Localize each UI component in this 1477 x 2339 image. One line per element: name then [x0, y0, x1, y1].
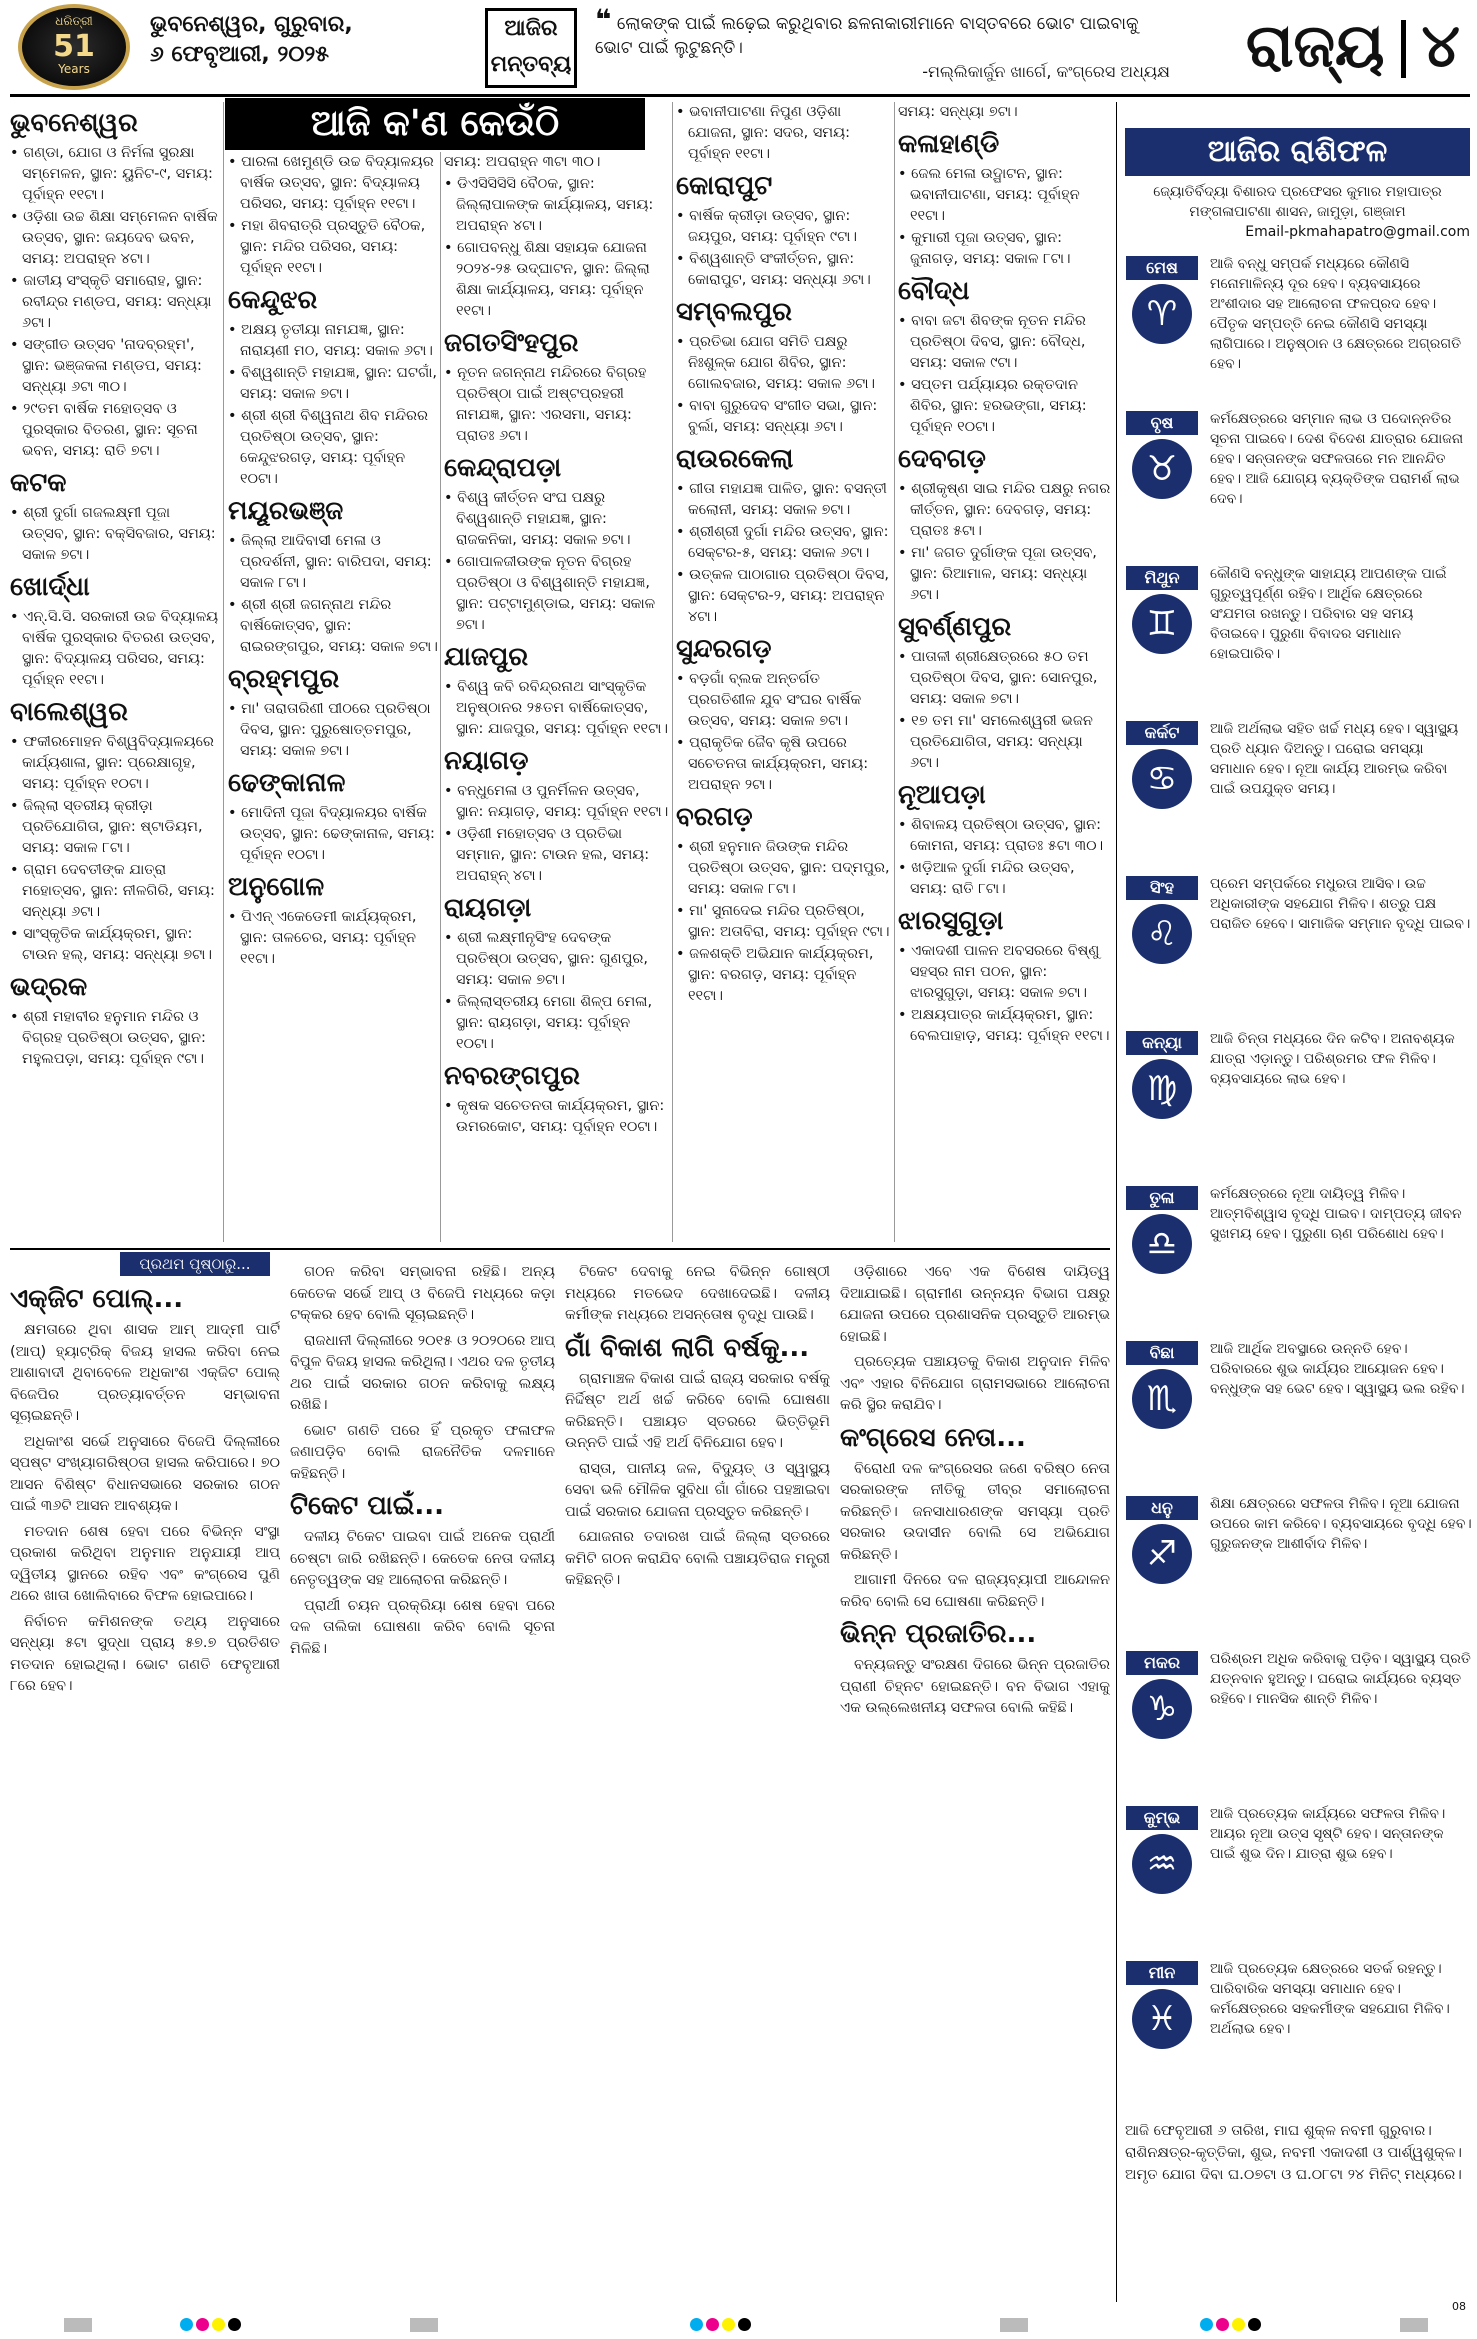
event-item: • ସଙ୍ଗୀତ ଉତ୍ସବ 'ନାଦବ୍ରହ୍ମ', ସ୍ଥାନ: ଭଞ୍ଜକଳା ମଣ୍ଡପ, ସମୟ: ସନ୍ଧ୍ୟା ୬ଟା ୩୦।: [10, 337, 202, 395]
zodiac-prediction: ଶିକ୍ଷା କ୍ଷେତ୍ରରେ ସଫଳତା ମିଳିବ। ନୂଆ ଯୋଜନା ଉପରେ କାମ କରିବେ। ବ୍ୟବସାୟରେ ବୃଦ୍ଧି ହେବ। ଗୁରୁଜନଙ୍କ ଆଶୀର୍ବାଦ ମିଳିବ।: [1210, 1496, 1472, 1552]
event-item: • ଖଡ଼ିଆଳ ଦୁର୍ଗା ମନ୍ଦିର ଉତ୍ସବ, ସମୟ: ରାତି ୮ଟା।: [898, 860, 1075, 897]
rashifal-divider: [1116, 102, 1117, 2302]
district-heading: ମୟୂରଭଞ୍ଜ: [228, 496, 344, 526]
story-body-congress: [840, 1459, 1110, 1614]
event-item: • ସପ୍ତମ ପର୍ଯ୍ୟାୟର ରକ୍ତଦାନ ଶିବିର, ସ୍ଥାନ: ହରଭଙ୍ଗା, ସମୟ: ପୂର୍ବାହ୍ନ ୧୦ଟା।: [898, 377, 1087, 435]
rashifal-email: Email-pkmahapatro@gmail.com: [1245, 224, 1470, 240]
district-heading: କଳାହାଣ୍ଡି: [898, 129, 1000, 159]
yellow-dot: [722, 2318, 735, 2331]
black-dot: [738, 2318, 751, 2331]
event-item: • କୁମାରୀ ପୂଜା ଉତ୍ସବ, ସ୍ଥାନ: ଜୁନାଗଡ଼, ସମୟ: ସକାଳ ୮ଟା।: [898, 230, 1071, 267]
story-paragraph: ବିରୋଧୀ ଦଳ କଂଗ୍ରେସର ଜଣେ ବରିଷ୍ଠ ନେତା ସରକାରଙ୍କ ନୀତିକୁ ତୀବ୍ର ସମାଲୋଚନା କରିଛନ୍ତି। ଜନସାଧାରଣଙ୍କ ସମସ୍ୟା ପ୍ରତି ସରକାର ଉଦାସୀନ ବୋଲି ସେ ଅଭିଯୋଗ କରିଛନ୍ତି।: [840, 1460, 1110, 1563]
story-column-2: [290, 1262, 555, 2312]
story-paragraph: ଭୋଟ ଗଣତି ପରେ ହିଁ ପ୍ରକୃତ ଫଳାଫଳ ଜଣାପଡ଼ିବ ବୋଲି ରାଜନୈତିକ ଦଳମାନେ କହିଛନ୍ତି।: [290, 1422, 555, 1482]
event-item: • ଡିଏସିସିସିସି ବୈଠକ, ସ୍ଥାନ: ଜିଲ୍ଲାପାଳଙ୍କ କାର୍ଯ୍ୟାଳୟ, ସମୟ: ଅପରାହ୍ନ ୪ଟା।: [444, 176, 654, 234]
story-heading-ticket: ଟିକେଟ ପାଇଁ...: [290, 1491, 444, 1521]
zodiac-prediction: ପରିଶ୍ରମ ଅଧିକ କରିବାକୁ ପଡ଼ିବ। ସ୍ୱାସ୍ଥ୍ୟ ପ୍ରତି ଯତ୍ନବାନ ହୁଅନ୍ତୁ। ଘରୋଇ କାର୍ଯ୍ୟରେ ବ୍ୟସ୍ତ ରହିବେ। ମାନସିକ ଶାନ୍ତି ମିଳିବ।: [1210, 1651, 1471, 1707]
story-paragraph: ଆଗାମୀ ଦିନରେ ଦଳ ରାଜ୍ୟବ୍ୟାପୀ ଆନ୍ଦୋଳନ କରିବ ବୋଲି ସେ ଘୋଷଣା କରିଛନ୍ତି।: [840, 1572, 1110, 1610]
zodiac-name: କୁମ୍ଭ: [1126, 1806, 1198, 1830]
zodiac-symbol-icon: ♎: [1132, 1214, 1192, 1274]
zodiac-prediction: ପ୍ରେମ ସମ୍ପର୍କରେ ମଧୁରତା ଆସିବ। ଉଚ୍ଚ ଅଧିକାରୀଙ୍କ ସହଯୋଗ ମିଳିବ। ଶତ୍ରୁ ପକ୍ଷ ପରାଜିତ ହେବେ। ସାମାଜିକ ସମ୍ମାନ ବୃଦ୍ଧି ପାଇବ।: [1210, 876, 1471, 932]
cyan-dot: [690, 2318, 703, 2331]
zodiac-name: ବିଛା: [1126, 1341, 1198, 1365]
event-item: • ମା' ତାରାତାରିଣୀ ପୀଠରେ ପ୍ରତିଷ୍ଠା ଦିବସ, ସ୍ଥାନ: ପୁରୁଷୋତ୍ତମପୁର, ସମୟ: ସକାଳ ୭ଟା।: [228, 701, 431, 759]
story-paragraph: ପ୍ରାର୍ଥୀ ଚୟନ ପ୍ରକ୍ରିୟା ଶେଷ ହେବା ପରେ ଦଳ ତାଲିକା ଘୋଷଣା କରିବ ବୋଲି ସୂଚନା ମିଳିଛି।: [290, 1597, 555, 1657]
column-divider: [894, 102, 895, 1242]
column-divider: [672, 102, 673, 1242]
story-paragraph: ଯୋଜନାର ତଦାରଖ ପାଇଁ ଜିଲ୍ଲା ସ୍ତରରେ କମିଟି ଗଠନ କରାଯିବ ବୋଲି ପଞ୍ଚାୟତିରାଜ ମନ୍ତ୍ରୀ କହିଛନ୍ତି।: [565, 1529, 830, 1588]
event-item: • ଶ୍ରୀ ଦୁର୍ଗା ଗଜଲକ୍ଷ୍ମୀ ପୂଜା ଉତ୍ସବ, ସ୍ଥାନ: ବକ୍ସିବଜାର, ସମୟ: ସକାଳ ୭ଟା।: [10, 505, 216, 563]
quote-text: ଲୋକଙ୍କ ପାଇଁ ଲଢ଼େଇ କରୁଥିବାର ଛଳନାକାରୀମାନେ ବାସ୍ତବରେ ଭୋଟ ପାଇବାକୁ ଭୋଟ ପାଇଁ ଲୁଟୁଛନ୍ତି।: [595, 14, 1139, 58]
district-heading: ରାୟଗଡ଼ା: [444, 893, 532, 923]
zodiac-sign: [1120, 1645, 1475, 1794]
story-paragraph: ବନ୍ୟଜନ୍ତୁ ସଂରକ୍ଷଣ ଦିଗରେ ଭିନ୍ନ ପ୍ରଜାତିର ପ୍ରାଣୀ ଚିହ୍ନଟ ହୋଇଛନ୍ତି। ବନ ବିଭାଗ ଏହାକୁ ଏକ ଉଲ୍ଲେଖନୀୟ ସଫଳତା ବୋଲି କହିଛି।: [840, 1657, 1110, 1716]
zodiac-symbol-icon: ♌: [1132, 904, 1192, 964]
zodiac-prediction: ଆଜି ବନ୍ଧୁ ସମ୍ପର୍କ ମଧ୍ୟରେ କୌଣସି ମନୋମାଳିନ୍ୟ ଦୂର ହେବ। ବ୍ୟବସାୟରେ ଅଂଶୀଦାର ସହ ଆଲୋଚନା ଫଳପ୍ରଦ ହେବ। ପୈତୃକ ସମ୍ପତ୍ତି ନେଇ କୌଣସି ସମସ୍ୟା ଲାଗିପାରେ। ଅନୁଷ୍ଠାନ ଓ କ୍ଷେତ୍ରରେ ଅଗ୍ରଗତି ହେବ।: [1210, 256, 1462, 372]
event-item: • ଶ୍ରୀ ମହାବୀର ହନୁମାନ ମନ୍ଦିର ଓ ବିଗ୍ରହ ପ୍ରତିଷ୍ଠା ଉତ୍ସବ, ସ୍ଥାନ: ମହୁଲପଡ଼ା, ସମୟ: ପୂର୍ବାହ୍ନ ୯ଟା।: [10, 1009, 206, 1067]
zodiac-name: ମକର: [1126, 1651, 1198, 1675]
event-item: • ଶ୍ରୀ ଶ୍ରୀ ଜଗନ୍ନାଥ ମନ୍ଦିର ବାର୍ଷିକୋତ୍ସବ, ସ୍ଥାନ: ରାଇରଙ୍ଗପୁର, ସମୟ: ସକାଳ ୭ଟା।: [228, 597, 438, 655]
zodiac-symbol-icon: ♒: [1132, 1834, 1192, 1894]
zodiac-sign: [1120, 715, 1475, 864]
event-item: • ବନ୍ଧୁମେଳା ଓ ପୁନର୍ମିଳନ ଉତ୍ସବ, ସ୍ଥାନ: ନୟାଗଡ଼, ସମୟ: ପୂର୍ବାହ୍ନ ୧୧ଟା।: [444, 783, 669, 820]
district-heading: ସମ୍ବଲପୁର: [676, 297, 792, 327]
event-item: • ମହା ଶିବରାତ୍ରି ପ୍ରସ୍ତୁତି ବୈଠକ, ସ୍ଥାନ: ମନ୍ଦିର ପରିସର, ସମୟ: ପୂର୍ବାହ୍ନ ୧୧ଟା।: [228, 218, 426, 276]
event-item: • ବିଶ୍ୱ କୀର୍ତ୍ତନ ସଂଘ ପକ୍ଷରୁ ବିଶ୍ୱଶାନ୍ତି ମହାଯଜ୍ଞ, ସ୍ଥାନ: ରାଜକନିକା, ସମୟ: ସକାଳ ୭ଟା।: [444, 490, 631, 548]
zodiac-symbol-icon: ♈: [1132, 284, 1192, 344]
story-body-ticket: [290, 1527, 555, 1660]
event-item: • ଗ୍ରାମ ଦେବତୀଙ୍କ ଯାତ୍ରା ମହୋତ୍ସବ, ସ୍ଥାନ: ନୀଳଗିରି, ସମୟ: ସନ୍ଧ୍ୟା ୬ଟା।: [10, 862, 215, 920]
event-item: • ଶ୍ରୀ ହନୁମାନ ଜିଉଙ୍କ ମନ୍ଦିର ପ୍ରତିଷ୍ଠା ଉତ୍ସବ, ସ୍ଥାନ: ପଦ୍ମପୁର, ସମୟ: ସକାଳ ୮ଟା।: [676, 839, 890, 897]
event-item: • ମୋଦିନୀ ପୂଜା ବିଦ୍ୟାଳୟର ବାର୍ଷିକ ଉତ୍ସବ, ସ୍ଥାନ: ଢେଙ୍କାନାଳ, ସମୟ: ପୂର୍ବାହ୍ନ ୧୦ଟା।: [228, 805, 435, 863]
story-paragraph: ପ୍ରତ୍ୟେକ ପଞ୍ଚାୟତକୁ ବିକାଶ ଅନୁଦାନ ମିଳିବ ଏବଂ ଏହାର ବିନିଯୋଗ ଗ୍ରାମସଭାରେ ଆଲୋଚନା କରି ସ୍ଥିର କରାଯିବ।: [840, 1354, 1110, 1413]
story-column-4: [840, 1262, 1110, 2312]
zodiac-sign: [1120, 870, 1475, 1019]
story-spacer: [10, 1262, 280, 1280]
event-item: • ଜିଲ୍ଲା ସ୍ତରୀୟ କ୍ରୀଡ଼ା ପ୍ରତିଯୋଗିତା, ସ୍ଥାନ: ଷ୍ଟାଡିୟମ, ସମୟ: ସକାଳ ୮ଟା।: [10, 798, 203, 856]
opinion-tag: ଆଜିର ମନ୍ତବ୍ୟ: [485, 8, 577, 88]
yellow-dot: [212, 2318, 225, 2331]
front-page-ref: ପ୍ରଥମ ପୃଷ୍ଠାରୁ...: [120, 1252, 270, 1276]
district-heading: ଢେଙ୍କାନାଳ: [228, 768, 346, 798]
event-item: • ମା' ଜଗତ ଦୁର୍ଗାଙ୍କ ପୂଜା ଉତ୍ସବ, ସ୍ଥାନ: ରିଆମାଳ, ସମୟ: ସନ୍ଧ୍ୟା ୬ଟା।: [898, 545, 1097, 603]
event-item: • ଓଡ଼ିଶୀ ମହୋତ୍ସବ ଓ ପ୍ରତିଭା ସମ୍ମାନ, ସ୍ଥାନ: ଟାଉନ ହଲ, ସମୟ: ଅପରାହ୍ନ୍ ୪ଟା।: [444, 826, 650, 884]
story-paragraph: ମତଦାନ ଶେଷ ହେବା ପରେ ବିଭିନ୍ନ ସଂସ୍ଥା ପ୍ରକାଶ କରିଥିବା ଅନୁମାନ ଅନୁଯାୟୀ ଆପ୍ ଦ୍ୱିତୀୟ ସ୍ଥାନରେ ରହିବ ଏବଂ କଂଗ୍ରେସ ପୁଣି ଥରେ ଖାତା ଖୋଲିବାରେ ବିଫଳ ହୋଇପାରେ।: [10, 1523, 280, 1604]
district-heading: ଜଗତସିଂହପୁର: [444, 328, 579, 358]
black-dot: [1248, 2318, 1261, 2331]
section-title: ରାଜ୍ୟ: [1245, 11, 1385, 81]
district-heading: କେନ୍ଦ୍ରାପଡ଼ା: [444, 453, 562, 483]
event-item: • ବିଶ୍ୱଶାନ୍ତି ମହାଯଜ୍ଞ, ସ୍ଥାନ: ଘଟଗାଁ, ସମୟ: ସକାଳ ୭ଟା।: [228, 365, 438, 402]
event-item: • ଜିଲ୍ଲା ଆଦିବାସୀ ମେଳା ଓ ପ୍ରଦର୍ଶନୀ, ସ୍ଥାନ: ବାରିପଦା, ସମୟ: ସକାଳ ୮ଟା।: [228, 533, 432, 591]
event-item: • ୨୯ତମ ବାର୍ଷିକ ମହୋତ୍ସବ ଓ ପୁରସ୍କାର ବିତରଣ, ସ୍ଥାନ: ସୂଚନା ଭବନ, ସମୟ: ରାତି ୭ଟା।: [10, 401, 198, 459]
zodiac-symbol-icon: ♉: [1132, 439, 1192, 499]
zodiac-prediction: ଆଜି ଅର୍ଥଲାଭ ସହିତ ଖର୍ଚ୍ଚ ମଧ୍ୟ ହେବ। ସ୍ୱାସ୍ଥ୍ୟ ପ୍ରତି ଧ୍ୟାନ ଦିଅନ୍ତୁ। ଘରୋଇ ସମସ୍ୟା ସମାଧାନ ହେବ। ନୂଆ କାର୍ଯ୍ୟ ଆରମ୍ଭ କରିବା ପାଇଁ ଉପଯୁକ୍ତ ସମୟ।: [1210, 721, 1459, 797]
zodiac-name: ମେଷ: [1126, 256, 1198, 280]
district-heading: କଟକ: [10, 468, 67, 498]
district-heading: ସୁନ୍ଦରଗଡ଼: [676, 634, 772, 664]
event-item: • ଗୀତା ମହାଯଜ୍ଞ ପାଳିତ, ସ୍ଥାନ: ବସନ୍ତୀ କଲୋନୀ, ସମୟ: ସକାଳ ୭ଟା।: [676, 481, 887, 518]
events-column-2: [228, 152, 438, 1242]
dateline-date: ୬ ଫେବୃଆରୀ, ୨୦୨୫: [150, 42, 329, 67]
zodiac-sign: [1120, 1955, 1475, 2104]
event-item: • ପାତାଳୀ ଶ୍ରୀକ୍ଷେତ୍ରରେ ୫୦ ତମ ପ୍ରତିଷ୍ଠା ଦିବସ, ସ୍ଥାନ: ସୋନପୁର, ସମୟ: ସକାଳ ୭ଟା।: [898, 649, 1098, 707]
zodiac-name: କନ୍ୟା: [1126, 1031, 1198, 1055]
event-item: • ଶ୍ରୀକୃଷ୍ଣ ସାଇ ମନ୍ଦିର ପକ୍ଷରୁ ନଗର କୀର୍ତ୍ତନ, ସ୍ଥାନ: ଦେବଗଡ଼, ସମୟ: ପ୍ରାତଃ ୫ଟା।: [898, 481, 1111, 539]
event-item: • ପ୍ରତିଭା ଯୋଗ ସମିତି ପକ୍ଷରୁ ନିଃଶୁଳ୍କ ଯୋଗ ଶିବିର, ସ୍ଥାନ: ଗୋଲବଜାର, ସମୟ: ସକାଳ ୬ଟା।: [676, 334, 876, 392]
district-heading: ଭୁବନେଶ୍ୱର: [10, 108, 138, 138]
district-heading: ବ୍ରହ୍ମପୁର: [228, 664, 340, 694]
zodiac-symbol-icon: ♊: [1132, 594, 1192, 654]
zodiac-prediction: ଆଜି ପ୍ରତ୍ୟେକ କ୍ଷେତ୍ରରେ ସତର୍କ ରହନ୍ତୁ। ପାରିବାରିକ ସମସ୍ୟା ସମାଧାନ ହେବ। କର୍ମକ୍ଷେତ୍ରରେ ସହକର୍ମୀଙ୍କ ସହଯୋଗ ମିଳିବ। ଅର୍ଥଲାଭ ହେବ।: [1210, 1961, 1450, 2037]
zodiac-sign: [1120, 1490, 1475, 1639]
event-item: • ବିଶ୍ୱ କବି ରବିନ୍ଦ୍ରନାଥ ସାଂସ୍କୃତିକ ଅନୁଷ୍ଠାନର ୨୫ତମ ବାର୍ଷିକୋତ୍ସବ, ସ୍ଥାନ: ଯାଜପୁର, ସମୟ: ପୂର୍ବାହ୍ନ ୧୧ଟା।: [444, 679, 668, 737]
event-item: • ପିଏନ୍ ଏକେଡେମୀ କାର୍ଯ୍ୟକ୍ରମ, ସ୍ଥାନ: ତାଳଚେର, ସମୟ: ପୂର୍ବାହ୍ନ ୧୧ଟା।: [228, 909, 417, 967]
zodiac-name: ସିଂହ: [1126, 876, 1198, 900]
rashifal-title: ଆଜିର ରାଶିଫଳ: [1125, 128, 1470, 176]
event-item: • ଶିବାଳୟ ପ୍ରତିଷ୍ଠା ଉତ୍ସବ, ସ୍ଥାନ: କୋମନା, ସମୟ: ପ୍ରାତଃ ୫ଟା ୩୦।: [898, 817, 1104, 854]
story-paragraph: ଗ୍ରାମାଞ୍ଚଳ ବିକାଶ ପାଇଁ ରାଜ୍ୟ ସରକାର ବର୍ଷକୁ ନିର୍ଦ୍ଦିଷ୍ଟ ଅର୍ଥ ଖର୍ଚ୍ଚ କରିବେ ବୋଲି ଘୋଷଣା କରିଛନ୍ତି। ପଞ୍ଚାୟତ ସ୍ତରରେ ଭିତ୍ତିଭୂମି ଉନ୍ନତି ପାଇଁ ଏହି ଅର୍ଥ ବିନିଯୋଗ ହେବ।: [565, 1370, 830, 1451]
story-paragraph: ଟିକେଟ ଦେବାକୁ ନେଇ ବିଭିନ୍ନ ଗୋଷ୍ଠୀ ମଧ୍ୟରେ ମତଭେଦ ଦେଖାଦେଇଛି। ଦଳୀୟ କର୍ମୀଙ୍କ ମଧ୍ୟରେ ଅସନ୍ତୋଷ ବୃଦ୍ଧି ପାଉଛି।: [565, 1264, 830, 1323]
event-item: • ମା' ସୁନାଦେଇ ମନ୍ଦିର ପ୍ରତିଷ୍ଠା, ସ୍ଥାନ: ଅତାବିରା, ସମୟ: ପୂର୍ବାହ୍ନ ୯ଟା।: [676, 903, 890, 940]
event-item: • ଜାତୀୟ ସଂସ୍କୃତି ସମାରୋହ, ସ୍ଥାନ: ରବୀନ୍ଦ୍ର ମଣ୍ଡପ, ସମୟ: ସନ୍ଧ୍ୟା ୬ଟା।: [10, 273, 212, 331]
event-item: • ନୂତନ ଜଗନ୍ନାଥ ମନ୍ଦିରରେ ବିଗ୍ରହ ପ୍ରତିଷ୍ଠା ପାଇଁ ଅଷ୍ଟପ୍ରହରୀ ନାମଯଜ୍ଞ, ସ୍ଥାନ: ଏରସମା, ସମୟ: ପ୍ରାତଃ ୬ଟା।: [444, 365, 647, 444]
yellow-dot: [1232, 2318, 1245, 2331]
event-item: • କୃଷକ ସଚେତନତା କାର୍ଯ୍ୟକ୍ରମ, ସ୍ଥାନ: ଉମରକୋଟ, ସମୟ: ପୂର୍ବାହ୍ନ ୧୦ଟା।: [444, 1098, 665, 1135]
magenta-dot: [1216, 2318, 1229, 2331]
story-heading-congress: କଂଗ୍ରେସ ନେତା...: [840, 1422, 1026, 1453]
zodiac-prediction: ଆଜି ପ୍ରତ୍ୟେକ କାର୍ଯ୍ୟରେ ସଫଳତା ମିଳିବ। ଆୟର ନୂଆ ଉତ୍ସ ସୃଷ୍ଟି ହେବ। ସନ୍ତାନଙ୍କ ପାଇଁ ଶୁଭ ଦିନ। ଯାତ୍ରା ଶୁଭ ହେବ।: [1210, 1806, 1446, 1862]
event-item: • ବିଶ୍ୱଶାନ୍ତି ସଂକୀର୍ତ୍ତନ, ସ୍ଥାନ: କୋରାପୁଟ, ସମୟ: ସନ୍ଧ୍ୟା ୬ଟା।: [676, 251, 871, 288]
zodiac-symbol-icon: ♏: [1132, 1369, 1192, 1429]
badge-number: 51: [53, 29, 95, 64]
event-item: • ଅକ୍ଷୟପାତ୍ର କାର୍ଯ୍ୟକ୍ରମ, ସ୍ଥାନ: ବେଲପାହାଡ଼, ସମୟ: ପୂର୍ବାହ୍ନ ୧୧ଟା।: [898, 1007, 1110, 1044]
zodiac-sign: [1120, 560, 1475, 709]
cyan-dot: [180, 2318, 193, 2331]
district-heading: ନୂଆପଡ଼ା: [898, 780, 986, 810]
story-paragraph: କ୍ଷମତାରେ ଥିବା ଶାସକ ଆମ୍ ଆଦ୍‌ମୀ ପାର୍ଟି (ଆପ୍) ହ୍ୟାଟ୍ରିକ୍ ବିଜୟ ହାସଲ କରିବା ନେଇ ଆଶାବାଦୀ ଥିବାବେଳେ ଅଧିକାଂଶ ଏକ୍‌ଜିଟ ପୋଲ୍ ବିଜେପିର ପ୍ରତ୍ୟାବର୍ତ୍ତନ ସମ୍ଭାବନା ସୂଚାଇଛନ୍ତି।: [10, 1322, 280, 1424]
event-item: • ଶ୍ରୀ ଶ୍ରୀ ବିଶ୍ୱନାଥ ଶିବ ମନ୍ଦିରର ପ୍ରତିଷ୍ଠା ଉତ୍ସବ, ସ୍ଥାନ: କେନ୍ଦୁଝରଗଡ଼, ସମୟ: ପୂର୍ବାହ୍ନ ୧୦ଟା।: [228, 408, 429, 487]
column-divider: [440, 152, 441, 1242]
district-heading: ନବରଙ୍ଗପୁର: [444, 1061, 581, 1091]
zodiac-symbol-icon: ♍: [1132, 1059, 1192, 1119]
story-paragraph: ରାଜଧାନୀ ଦିଲ୍ଲୀରେ ୨୦୧୫ ଓ ୨୦୨୦ରେ ଆପ୍ ବିପୁଳ ବିଜୟ ହାସଲ କରିଥିଲା। ଏଥର ଦଳ ତୃତୀୟ ଥର ପାଇଁ ସରକାର ଗଠନ କରିବାକୁ ଲକ୍ଷ୍ୟ ରଖିଛି।: [290, 1332, 555, 1413]
registration-mark: [64, 2318, 92, 2332]
district-heading: ବୌଦ୍ଧ: [898, 276, 970, 306]
event-item: • ଅକ୍ଷୟ ତୃତୀୟା ନାମଯଜ୍ଞ, ସ୍ଥାନ: ନାରାୟଣୀ ମଠ, ସମୟ: ସକାଳ ୬ଟା।: [228, 322, 433, 359]
registration-mark: [1400, 2318, 1428, 2332]
district-heading: ଦେବଗଡ଼: [898, 444, 986, 474]
column-divider: [223, 102, 224, 1242]
event-item: ସମୟ: ଅପରାହ୍ନ ୩ଟା ୩୦।: [444, 154, 601, 170]
district-heading: ରାଉରକେଲା: [676, 444, 794, 474]
event-item: • ଗୋପାଳଜୀଉଙ୍କ ନୂତନ ବିଗ୍ରହ ପ୍ରତିଷ୍ଠା ଓ ବିଶ୍ୱଶାନ୍ତି ମହାଯଜ୍ଞ, ସ୍ଥାନ: ପଟ୍ଟାମୁଣ୍ଡାଇ, ସମୟ: ସକାଳ ୭ଟା।: [444, 554, 656, 633]
event-item: • ଜଳଶକ୍ତି ଅଭିଯାନ କାର୍ଯ୍ୟକ୍ରମ, ସ୍ଥାନ: ବରଗଡ଼, ସମୟ: ପୂର୍ବାହ୍ନ ୧୧ଟା।: [676, 946, 874, 1004]
printer-marks: [0, 2316, 1477, 2334]
story-body: [10, 1320, 280, 1698]
event-item: • ଭବାନୀପାଟଣା ନିପୁଣ ଓଡ଼ିଶା ଯୋଜନା, ସ୍ଥାନ: ସଦର, ସମୟ: ପୂର୍ବାହ୍ନ ୧୧ଟା।: [676, 104, 850, 162]
badge-sub: Years: [58, 62, 90, 76]
zodiac-symbol-icon: ♋: [1132, 749, 1192, 809]
district-heading: ବରଗଡ଼: [676, 802, 753, 832]
print-page-number: 08: [1452, 2300, 1466, 2313]
zodiac-name: ତୁଳା: [1126, 1186, 1198, 1210]
zodiac-name: ବୃଷ: [1126, 411, 1198, 435]
story-paragraph: ଓଡ଼ିଶାରେ ଏବେ ଏକ ବିଶେଷ ଦାୟିତ୍ୱ ଦିଆଯାଇଛି। ଗ୍ରାମୀଣ ଉନ୍ନୟନ ବିଭାଗ ପକ୍ଷରୁ ଯୋଜନା ଉପରେ ପ୍ରଶାସନିକ ପ୍ରସ୍ତୁତି ଆରମ୍ଭ ହୋଇଛି।: [840, 1264, 1110, 1345]
story-heading-species: ଭିନ୍ନ ପ୍ରଜାତିର...: [840, 1619, 1037, 1649]
zodiac-prediction: ଆଜି ଚିନ୍ତା ମଧ୍ୟରେ ଦିନ କଟିବ। ଅନାବଶ୍ୟକ ଯାତ୍ରା ଏଡ଼ାନ୍ତୁ। ପରିଶ୍ରମର ଫଳ ମିଳିବ। ବ୍ୟବସାୟରେ ଲାଭ ହେବ।: [1210, 1031, 1455, 1087]
zodiac-prediction: କୌଣସି ବନ୍ଧୁଙ୍କ ସାହାଯ୍ୟ ଆପଣଙ୍କ ପାଇଁ ଗୁରୁତ୍ୱପୂର୍ଣ୍ଣ ରହିବ। ଆର୍ଥିକ କ୍ଷେତ୍ରରେ ସଂଯମତା ରଖନ୍ତୁ। ପରିବାର ସହ ସମୟ ବିତାଇବେ। ପୁରୁଣା ବିବାଦର ସମାଧାନ ହୋଇପାରିବ।: [1210, 566, 1447, 662]
district-heading: ସୁବର୍ଣ୍ଣପୁର: [898, 612, 1012, 642]
zodiac-prediction: ଆଜି ଆର୍ଥିକ ଅବସ୍ଥାରେ ଉନ୍ନତି ହେବ। ପରିବାରରେ ଶୁଭ କାର୍ଯ୍ୟର ଆୟୋଜନ ହେବ। ବନ୍ଧୁଙ୍କ ସହ ଭେଟ ହେବ। ସ୍ୱାସ୍ଥ୍ୟ ଭଲ ରହିବ।: [1210, 1341, 1465, 1397]
event-item: • ପ୍ରାକୃତିକ ଜୈବ କୃଷି ଉପରେ ସଚେତନତା କାର୍ଯ୍ୟକ୍ରମ, ସମୟ: ଅପରାହ୍ନ ୨ଟା।: [676, 735, 869, 793]
district-heading: ଝାରସୁଗୁଡ଼ା: [898, 906, 1004, 936]
zodiac-sign: [1120, 1335, 1475, 1484]
story-paragraph: ନିର୍ବାଚନ କମିଶନଙ୍କ ତଥ୍ୟ ଅନୁସାରେ ସନ୍ଧ୍ୟା ୫ଟା ସୁଦ୍ଧା ପ୍ରାୟ ୫୭.୭ ପ୍ରତିଶତ ମତଦାନ ହୋଇଥିଲା। ଭୋଟ ଗଣତି ଫେବୃଆରୀ ୮ରେ ହେବ।: [10, 1613, 280, 1694]
story-body-species: [840, 1655, 1110, 1720]
registration-mark: [410, 2318, 438, 2332]
district-heading: ନୟାଗଡ଼: [444, 746, 529, 776]
district-heading: ଅନୁଗୋଳ: [228, 872, 325, 902]
events-column-1: [10, 102, 220, 1242]
masthead-rule: [10, 94, 1470, 97]
rashifal-byline: [1125, 182, 1470, 242]
zodiac-sign: [1120, 405, 1475, 554]
rashifal-author: ଜ୍ୟୋତିର୍ବିଦ୍ୟା ବିଶାରଦ ପ୍ରଫେସର କୁମାର ମହାପାତ୍ର: [1153, 184, 1442, 200]
story-exit-poll: [10, 1262, 280, 2312]
rashifal-address: ମଙ୍ଗଳାପାଟଣା ଶାସନ, ଜାମୁଡ଼ା, ଗଞ୍ଜାମ: [1189, 204, 1406, 220]
event-item: • ଶ୍ରୀ ଲକ୍ଷ୍ମୀନୃସିଂହ ଦେବଙ୍କ ପ୍ରତିଷ୍ଠା ଉତ୍ସବ, ସ୍ଥାନ: ଗୁଣପୁର, ସମୟ: ସକାଳ ୭ଟା।: [444, 930, 649, 988]
story-paragraph: ଅଧିକାଂଶ ସର୍ଭେ ଅନୁସାରେ ବିଜେପି ଦିଲ୍ଲୀରେ ସ୍ପଷ୍ଟ ସଂଖ୍ୟାଗରିଷ୍ଠତା ହାସଲ କରିପାରେ। ୭୦ ଆସନ ବିଶିଷ୍ଟ ବିଧାନସଭାରେ ସରକାର ଗଠନ ପାଇଁ ୩୬ଟି ଆସନ ଆବଶ୍ୟକ।: [10, 1433, 280, 1514]
stories-rule: [10, 1248, 1110, 1250]
story-paragraph: ଦଳୀୟ ଟିକେଟ ପାଇବା ପାଇଁ ଅନେକ ପ୍ରାର୍ଥୀ ଚେଷ୍ଟା ଜାରି ରଖିଛନ୍ତି। କେତେକ ନେତା ଦଳୀୟ ନେତୃତ୍ୱଙ୍କ ସହ ଆଲୋଚନା କରିଛନ୍ତି।: [290, 1529, 555, 1588]
event-item: • ଫକୀରମୋହନ ବିଶ୍ୱବିଦ୍ୟାଳୟରେ କାର୍ଯ୍ୟଶାଳା, ସ୍ଥାନ: ପ୍ରେକ୍ଷାଗୃହ, ସମୟ: ପୂର୍ବାହ୍ନ ୧୦ଟା।: [10, 734, 214, 792]
zodiac-name: ମୀନ: [1126, 1961, 1198, 1985]
quote-of-day: [595, 8, 1170, 84]
event-item: • ବାବା ଜଟା ଶିବଙ୍କ ନୂତନ ମନ୍ଦିର ପ୍ରତିଷ୍ଠା ଦିବସ, ସ୍ଥାନ: ବୌଦ୍ଧ, ସମୟ: ସକାଳ ୯ଟା।: [898, 313, 1086, 371]
event-item: • ଶ୍ରୀଶ୍ରୀ ଦୁର୍ଗା ମନ୍ଦିର ଉତ୍ସବ, ସ୍ଥାନ: ସେକ୍ଟର-୫, ସମୟ: ସକାଳ ୬ଟା।: [676, 524, 889, 561]
events-banner: ଆଜି କ'ଣ କେଉଁଠି: [225, 98, 645, 150]
event-item: • ଓଡ଼ିଶା ଉଚ୍ଚ ଶିକ୍ଷା ସମ୍ମେଳନ ବାର୍ଷିକ ଉତ୍ସବ, ସ୍ଥାନ: ଜୟଦେବ ଭବନ, ସମୟ: ଅପରାହ୍ନ ୪ଟା।: [10, 209, 218, 267]
district-heading: ଯାଜପୁର: [444, 642, 529, 672]
event-item: • ବଡ଼ଗାଁ ବ୍ଲକ ଅନ୍ତର୍ଗତ ପ୍ରଗତିଶୀଳ ଯୁବ ସଂଘର ବାର୍ଷିକ ଉତ୍ସବ, ସମୟ: ସକାଳ ୭ଟା।: [676, 671, 862, 729]
zodiac-symbol-icon: ♑: [1132, 1679, 1192, 1739]
events-column-3: [444, 152, 669, 1242]
zodiac-sign: [1120, 1180, 1475, 1329]
event-item: • ଉତ୍କଳ ପାଠାଗାର ପ୍ରତିଷ୍ଠା ଦିବସ, ସ୍ଥାନ: ସେକ୍ଟର-୨, ସମୟ: ଅପରାହ୍ନ ୪ଟା।: [676, 567, 889, 625]
zodiac-prediction: କର୍ମକ୍ଷେତ୍ରରେ ନୂଆ ଦାୟିତ୍ୱ ମିଳିବ। ଆତ୍ମବିଶ୍ୱାସ ବୃଦ୍ଧି ପାଇବ। ଦାମ୍ପତ୍ୟ ଜୀବନ ସୁଖମୟ ହେବ। ପୁରୁଣା ଋଣ ପରିଶୋଧ ହେବ।: [1210, 1186, 1462, 1242]
zodiac-name: କର୍କଟ: [1126, 721, 1198, 745]
story-column-3: [565, 1262, 830, 2312]
badge-title: ଧରିତ୍ରୀ: [55, 14, 93, 28]
event-item: • ପାରଳା ଖେମୁଣ୍ଡି ଉଚ୍ଚ ବିଦ୍ୟାଳୟର ବାର୍ଷିକ ଉତ୍ସବ, ସ୍ଥାନ: ବିଦ୍ୟାଳୟ ପରିସର, ସମୟ: ପୂର୍ବାହ୍ନ ୧୧ଟା।: [228, 154, 434, 212]
zodiac-sign: [1120, 1025, 1475, 1174]
event-item: • ଜିଲ୍ଲାସ୍ତରୀୟ ମେଗା ଶିଳ୍ପ ମେଳା, ସ୍ଥାନ: ରାୟଗଡ଼ା, ସମୟ: ପୂର୍ବାହ୍ନ ୧୦ଟା।: [444, 994, 653, 1052]
zodiac-sign: [1120, 250, 1475, 399]
event-item: ସମୟ: ସନ୍ଧ୍ୟା ୭ଟା।: [898, 104, 1018, 120]
story-body: [565, 1262, 830, 1327]
section-divider: [1401, 20, 1406, 78]
zodiac-name: ମିଥୁନ: [1126, 566, 1198, 590]
event-item: • ଗଣ୍ଡା, ଯୋଗ ଓ ନିର୍ମଳା ସୁରକ୍ଷା ସମ୍ମେଳନ, ସ୍ଥାନ: ୟୁନିଟ-୯, ସମୟ: ପୂର୍ବାହ୍ନ ୧୧ଟା।: [10, 145, 213, 203]
registration-mark: [1000, 2318, 1028, 2332]
zodiac-symbol-icon: ♐: [1132, 1524, 1192, 1584]
magenta-dot: [706, 2318, 719, 2331]
events-column-4: [676, 102, 891, 1242]
district-heading: କୋରାପୁଟ: [676, 171, 773, 201]
quote-mark-icon: ❝: [595, 8, 612, 36]
district-heading: ଖୋର୍ଦ୍ଧା: [10, 572, 90, 602]
zodiac-name: ଧନୁ: [1126, 1496, 1198, 1520]
quote-author: -ମଲ୍ଲିକାର୍ଜୁନ ଖାର୍ଗେ, କଂଗ୍ରେସ ଅଧ୍ୟକ୍ଷ: [922, 62, 1170, 81]
cyan-dot: [1200, 2318, 1213, 2331]
anniversary-badge: [18, 4, 130, 90]
district-heading: ଭଦ୍ରକ: [10, 972, 88, 1002]
story-body: [290, 1262, 555, 1485]
event-item: • ଗୋପବନ୍ଧୁ ଶିକ୍ଷା ସହାୟକ ଯୋଜନା ୨୦୨୪-୨୫ ଉଦ୍‌ଘାଟନ, ସ୍ଥାନ: ଜିଲ୍ଲା ଶିକ୍ଷା କାର୍ଯ୍ୟାଳୟ, ସମୟ: ପୂର୍ବାହ୍ନ ୧୧ଟା।: [444, 240, 650, 319]
page-number: ୪: [1421, 11, 1460, 81]
black-dot: [228, 2318, 241, 2331]
story-paragraph: ଗଠନ କରିବା ସମ୍ଭାବନା ରହିଛି। ଅନ୍ୟ କେତେକ ସର୍ଭେ ଆପ୍ ଓ ବିଜେପି ମଧ୍ୟରେ କଡ଼ା ଟକ୍କର ହେବ ବୋଲି ସୂଚାଇଛନ୍ତି।: [290, 1264, 555, 1323]
district-heading: କେନ୍ଦୁଝର: [228, 285, 318, 315]
zodiac-sign: [1120, 1800, 1475, 1949]
panjika-note: ଆଜି ଫେବୃଆରୀ ୬ ତାରିଖ, ମାଘ ଶୁକ୍ଳ ନବମୀ ଗୁରୁବାର। ରାଶିନକ୍ଷତ୍ର-କୃତ୍ତିକା, ଶୁଭ, ନବମୀ ଏକାଦଶୀ ଓ ପାର୍ଶ୍ୱଶୁକ୍ଳ। ଅମୃତ ଯୋଗ ଦିବା ଘ.୦୭ଟା ଓ ଘ.୦୮ଟା ୨୪ ମିନିଟ୍ ମଧ୍ୟରେ।: [1125, 2123, 1462, 2183]
event-item: • ବାବା ଗୁରୁଦେବ ସଂଗୀତ ସଭା, ସ୍ଥାନ: ବୁର୍ଲା, ସମୟ: ସନ୍ଧ୍ୟା ୬ଟା।: [676, 398, 878, 435]
zodiac-symbol-icon: ♓: [1132, 1989, 1192, 2049]
dateline: [150, 10, 390, 70]
story-body: [840, 1262, 1110, 1417]
events-column-5: [898, 102, 1113, 1242]
event-item: • ସାଂସ୍କୃତିକ କାର୍ଯ୍ୟକ୍ରମ, ସ୍ଥାନ: ଟାଉନ ହଲ୍, ସମୟ: ସନ୍ଧ୍ୟା ୭ଟା।: [10, 926, 212, 963]
story-heading: ଏକ୍‌ଜିଟ ପୋଲ୍...: [10, 1284, 184, 1314]
event-item: • ବାର୍ଷିକ କ୍ରୀଡ଼ା ଉତ୍ସବ, ସ୍ଥାନ: ଜୟପୁର, ସମୟ: ପୂର୍ବାହ୍ନ ୯ଟା।: [676, 208, 857, 245]
event-item: • ଏନ୍.ସି.ସି. ସରକାରୀ ଉଚ୍ଚ ବିଦ୍ୟାଳୟ ବାର୍ଷିକ ପୁରସ୍କାର ବିତରଣ ଉତ୍ସବ, ସ୍ଥାନ: ବିଦ୍ୟାଳୟ ପରିସର, ସମୟ: ପୂର୍ବାହ୍ନ ୧୧ଟା।: [10, 609, 219, 688]
event-item: • ଏକାଦଶୀ ପାଳନ ଅବସରରେ ବିଷ୍ଣୁ ସହସ୍ର ନାମ ପଠନ, ସ୍ଥାନ: ଝାରସୁଗୁଡ଼ା, ସମୟ: ସକାଳ ୭ଟା।: [898, 943, 1100, 1001]
zodiac-prediction: କର୍ମକ୍ଷେତ୍ରରେ ସମ୍ମାନ ଲାଭ ଓ ପଦୋନ୍ନତିର ସୂଚନା ପାଇବେ। ଦେଶ ବିଦେଶ ଯାତ୍ରାର ଯୋଜନା ହେବ। ସନ୍ତାନଙ୍କ ସଫଳତାରେ ମନ ଆନନ୍ଦିତ ହେବ। ଆଜି ଯୋଗ୍ୟ ବ୍ୟକ୍ତିଙ୍କ ପରାମର୍ଶ ଲାଭ ଦେବ।: [1210, 411, 1464, 507]
event-item: • ୧୭ ତମ ମା' ସମଲେଶ୍ୱରୀ ଭଜନ ପ୍ରତିଯୋଗିତା, ସମୟ: ସନ୍ଧ୍ୟା ୬ଟା।: [898, 713, 1093, 771]
story-heading-village: ଗାଁ ବିକାଶ ଲାଗି ବର୍ଷକୁ...: [565, 1332, 810, 1363]
district-heading: ବାଲେଶ୍ୱର: [10, 697, 128, 727]
section-header: [1240, 4, 1470, 92]
story-paragraph: ରାସ୍ତା, ପାନୀୟ ଜଳ, ବିଦ୍ୟୁତ୍ ଓ ସ୍ୱାସ୍ଥ୍ୟ ସେବା ଭଳି ମୌଳିକ ସୁବିଧା ଗାଁ ଗାଁରେ ପହଞ୍ଚାଇବା ପାଇଁ ସରକାର ଯୋଜନା ପ୍ରସ୍ତୁତ କରିଛନ୍ତି।: [565, 1460, 830, 1520]
dateline-day: ଭୁବନେଶ୍ୱର, ଗୁରୁବାର,: [150, 12, 353, 37]
story-body-village: [565, 1369, 830, 1592]
magenta-dot: [196, 2318, 209, 2331]
event-item: • ଜେଲ ମେଳା ଉଦ୍ଘାଟନ, ସ୍ଥାନ: ଭବାନୀପାଟଣା, ସମୟ: ପୂର୍ବାହ୍ନ ୧୧ଟା।: [898, 166, 1080, 224]
